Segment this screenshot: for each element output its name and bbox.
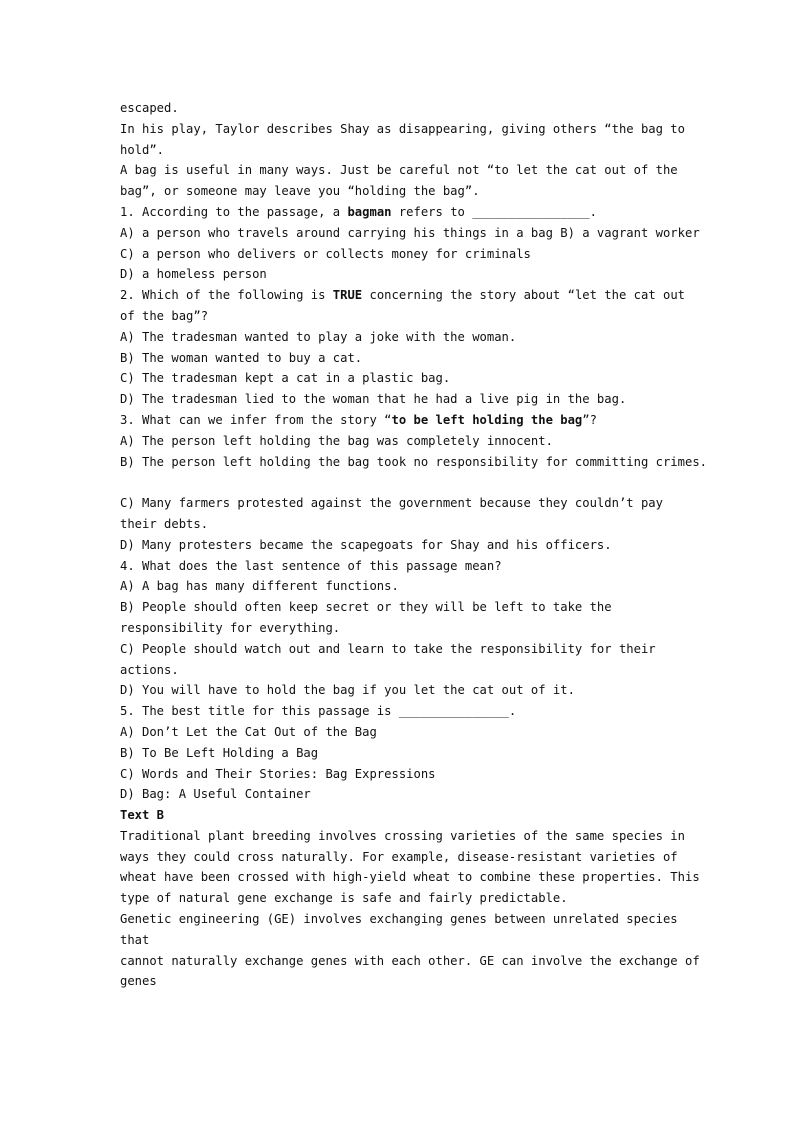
paragraph-line: In his play, Taylor describes Shay as disappearing, giving others “the bag to: [120, 121, 685, 136]
option-line: A) Don’t Let the Cat Out of the Bag: [120, 724, 377, 739]
option-line: A) a person who travels around carrying his things in a bag B) a vagrant worker: [120, 225, 700, 240]
paragraph-line: that: [120, 932, 150, 947]
option-line: their debts.: [120, 516, 209, 531]
question-text: 2. Which of the following is: [120, 288, 333, 303]
option-line: C) People should watch out and learn to take the responsibility for their: [120, 641, 656, 656]
paragraph-line: escaped.: [120, 101, 179, 115]
question-5: 5. The best title for this passage is _______________.: [120, 704, 517, 719]
option-line: D) The tradesman lied to the woman that he had a live pig in the bag.: [120, 392, 627, 407]
option-line: B) People should often keep secret or they will be left to take the: [120, 600, 612, 615]
option-line: C) The tradesman kept a cat in a plastic bag.: [120, 371, 451, 386]
paragraph-line: Genetic engineering (GE) involves exchanging genes between unrelated species: [120, 912, 678, 927]
question-4: 4. What does the last sentence of this passage mean?: [120, 558, 502, 573]
paragraph-line: bag”, or someone may leave you “holding the bag”.: [120, 184, 480, 199]
document-body: [120, 98, 707, 992]
question-text: 3. What can we infer from the story “: [120, 412, 392, 427]
question-text: ”?: [582, 412, 597, 427]
paragraph-line: cannot naturally exchange genes with each other. GE can involve the exchange of: [120, 953, 700, 968]
option-line: responsibility for everything.: [120, 620, 341, 635]
option-line: A) The tradesman wanted to play a joke with the woman.: [120, 329, 517, 344]
paragraph-line: genes: [120, 974, 157, 989]
option-line: actions.: [120, 662, 179, 677]
question-keyword: TRUE: [332, 288, 363, 303]
option-line: C) Words and Their Stories: Bag Expressions: [120, 766, 436, 781]
question-1: [120, 202, 680, 223]
paragraph-line: Traditional plant breeding involves crossing varieties of the same species in: [120, 828, 685, 843]
paragraph-line: hold”.: [120, 142, 165, 157]
option-line: D) You will have to hold the bag if you let the cat out of it.: [120, 683, 575, 698]
blank-line: [120, 472, 680, 493]
question-text: 1. According to the passage, a: [120, 204, 348, 219]
option-line: D) Many protesters became the scapegoats for Shay and his officers.: [120, 537, 612, 552]
paragraph-line: wheat have been crossed with high-yield wheat to combine these properties. This: [120, 870, 700, 885]
option-line: B) The woman wanted to buy a cat.: [120, 350, 363, 365]
question-keyword: bagman: [347, 204, 392, 219]
paragraph-line: type of natural gene exchange is safe and fairly predictable.: [120, 891, 568, 906]
question-keyword: to be left holding the bag: [391, 412, 583, 427]
option-line: B) To Be Left Holding a Bag: [120, 745, 319, 760]
paragraph-line: ways they could cross naturally. For example, disease-resistant varieties of: [120, 849, 678, 864]
option-line: C) a person who delivers or collects money for criminals: [120, 246, 531, 261]
option-line: D) Bag: A Useful Container: [120, 787, 311, 802]
option-line: A) A bag has many different functions.: [120, 579, 399, 594]
section-heading: Text B: [120, 808, 165, 823]
question-2-continued: of the bag”?: [120, 308, 209, 323]
option-line: D) a homeless person: [120, 267, 267, 282]
paragraph-line: A bag is useful in many ways. Just be careful not “to let the cat out of the: [120, 163, 678, 178]
option-line: C) Many farmers protested against the government because they couldn’t pay: [120, 496, 663, 511]
question-2: [120, 285, 686, 306]
question-text: concerning the story about “let the cat out: [362, 288, 686, 303]
option-line: B) The person left holding the bag took no responsibility for committing crimes.: [120, 454, 707, 469]
option-line: A) The person left holding the bag was completely innocent.: [120, 433, 553, 448]
question-3: [120, 410, 680, 431]
question-text: refers to ________________.: [391, 204, 597, 219]
